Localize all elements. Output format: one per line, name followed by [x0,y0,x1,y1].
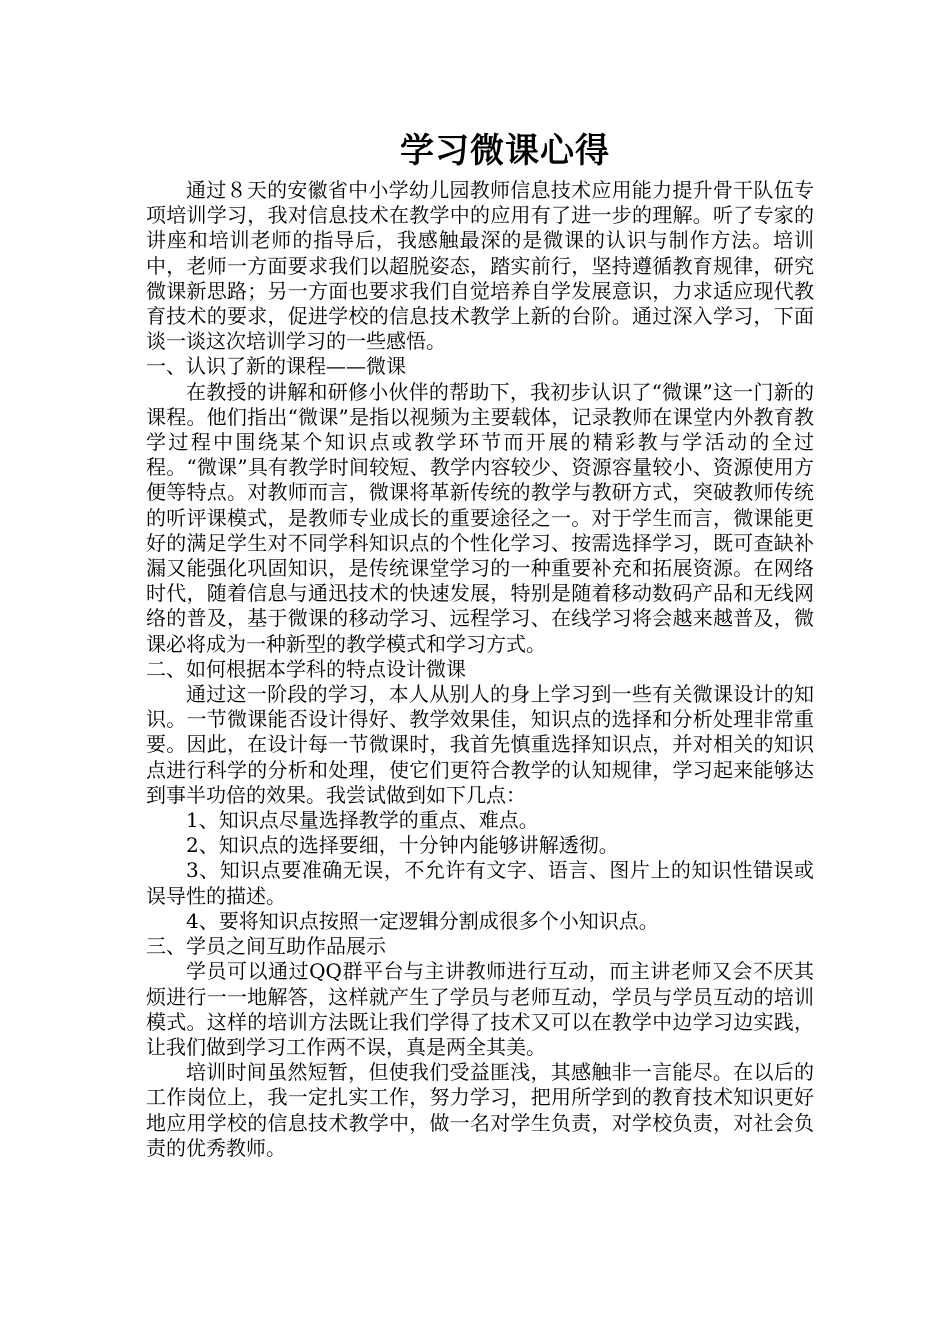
intro-paragraph: 通过８天的安徽省中小学幼儿园教师信息技术应用能力提升骨干队伍专项培训学习，我对信息技术在教学中的应用有了进一步的理解。听了专家的讲座和培训老师的指导后，我感触最深的是微课的认识与制作方法。培训中，老师一方面要求我们以超脱姿态，踏实前行，坚持遵循教育规律，研究微课新思路；另一方面也要求我们自觉培养自学发展意识，力求适应现代教育技术的要求，促进学校的信息技术教学上新的台阶。通过深入学习，下面谈一谈这次培训学习的一些感悟。 [146,178,814,354]
section-2-point-1: 1、知识点尽量选择教学的重点、难点。 [186,808,539,833]
section-3-paragraph: 学员可以通过QQ群平台与主讲教师进行互动，而主讲老师又会不厌其烦进行一一地解答，这样就产生了学员与老师互动，学员与学员互动的培训模式。这样的培训方法既让我们学得了技术又可以在教学中边学习边实践，让我们做到学习工作两不误，真是两全其美。 [146,959,814,1059]
section-2-heading: 二、如何根据本学科的特点设计微课 [146,656,466,681]
section-2-point-2: 2、知识点的选择要细，十分钟内能够讲解透彻。 [186,833,619,858]
document-title: 学习微课心得 [400,131,610,171]
section-1-heading: 一、认识了新的课程——微课 [146,354,406,379]
section-2-paragraph: 通过这一阶段的学习，本人从别人的身上学习到一些有关微课设计的知识。一节微课能否设计得好、教学效果佳，知识点的选择和分析处理非常重要。因此，在设计每一节微课时，我首先慎重选择知识点，并对相关的知识点进行科学的分析和处理，使它们更符合教学的认知规律，学习起来能够达到事半功倍的效果。我尝试做到如下几点： [146,682,814,807]
section-2-point-3: 3、知识点要准确无误，不允许有文字、语言、图片上的知识性错误或误导性的描述。 [146,858,814,908]
section-2-point-4: 4、要将知识点按照一定逻辑分割成很多个小知识点。 [186,908,659,933]
conclusion-paragraph: 培训时间虽然短暂，但使我们受益匪浅，其感触非一言能尽。在以后的工作岗位上，我一定扎实工作，努力学习，把用所学到的教育技术知识更好地应用学校的信息技术教学中，做一名对学生负责，对学校负责，对社会负责的优秀教师。 [146,1060,814,1160]
section-3-heading: 三、学员之间互助作品展示 [146,934,386,959]
document-page [146,124,814,1161]
section-1-paragraph: 在教授的讲解和研修小伙伴的帮助下，我初步认识了“微课”这一门新的课程。他们指出“微课”是指以视频为主要载体，记录教师在课堂内外教育教学过程中围绕某个知识点或教学环节而开展的精彩教与学活动的全过程。“微课”具有教学时间较短、教学内容较少、资源容量较小、资源使用方便等特点。对教师而言，微课将革新传统的教学与教研方式，突破教师传统的听评课模式，是教师专业成长的重要途径之一。对于学生而言，微课能更好的满足学生对不同学科知识点的个性化学习、按需选择学习，既可查缺补漏又能强化巩固知识，是传统课堂学习的一种重要补充和拓展资源。在网络时代，随着信息与通迅技术的快速发展，特别是随着移动数码产品和无线网络的普及，基于微课的移动学习、远程学习、在线学习将会越来越普及，微课必将成为一种新型的教学模式和学习方式。 [146,379,814,656]
